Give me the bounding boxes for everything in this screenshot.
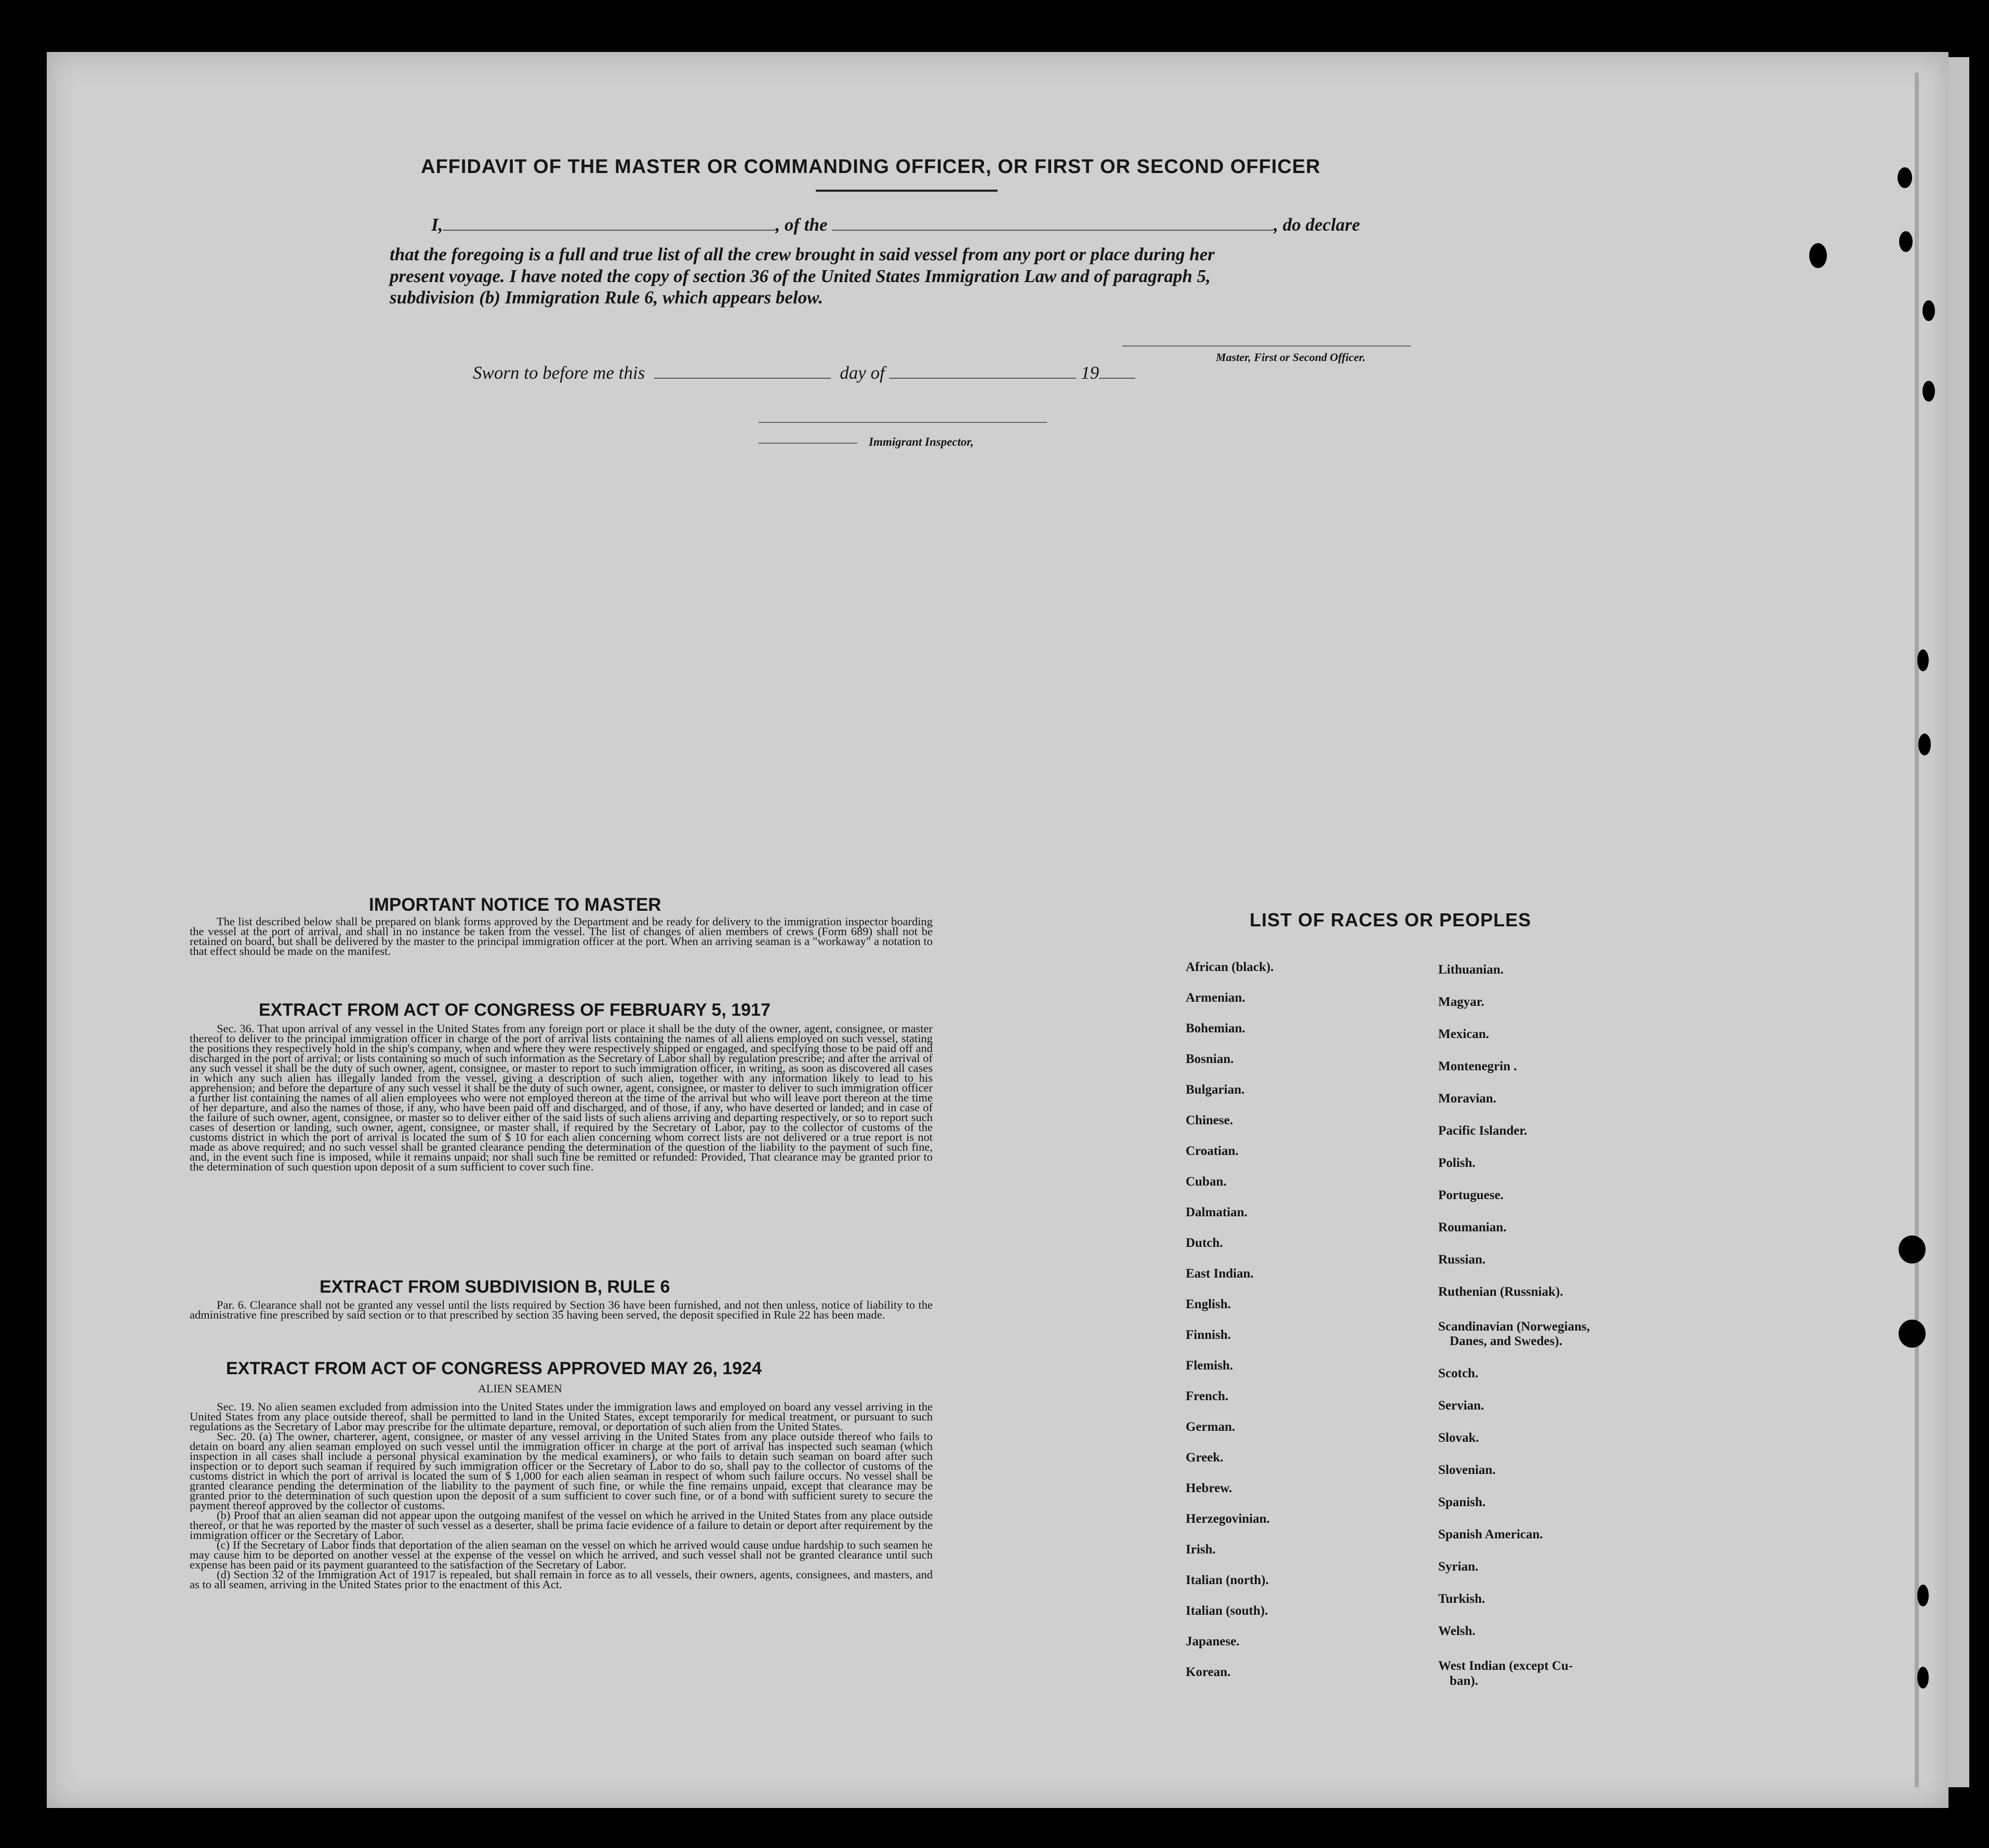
- race-item: Portuguese.: [1438, 1188, 1504, 1202]
- extract-1924-title: EXTRACT FROM ACT OF CONGRESS APPROVED MAY 26, 1924: [226, 1359, 762, 1378]
- race-item: Roumanian.: [1438, 1220, 1507, 1234]
- sworn-day-of: day of: [840, 363, 885, 383]
- binder-hole: [1898, 167, 1912, 188]
- section-20c-paragraph: (c) If the Secretary of Labor finds that deportation of the alien seaman on the vessel on which he arrived would cause undue hardship to such seamen he may cause him to be deported on another vessel at the expense of the vessel on which he arrived, and such vessel shall not be granted clearance until such expense has been paid or its payment guaranteed to the satisfaction of the Secretary of Labor.: [190, 1538, 933, 1571]
- race-item: Spanish American.: [1438, 1527, 1543, 1541]
- race-item: Polish.: [1438, 1156, 1476, 1170]
- race-item: Syrian.: [1438, 1560, 1479, 1574]
- name-blank[interactable]: [443, 229, 775, 231]
- race-item: Moravian.: [1438, 1092, 1496, 1106]
- race-item: Croatian.: [1186, 1144, 1239, 1158]
- race-item: Russian.: [1438, 1253, 1486, 1267]
- race-item: Armenian.: [1186, 991, 1245, 1005]
- binder-hole: [1917, 1667, 1929, 1689]
- sworn-line: [473, 363, 1135, 383]
- section-20d-paragraph: (d) Section 32 of the Immigration Act of 1917 is repealed, but shall remain in force as to all vessels, their owners, agents, consignees, and masters, and as to all seamen, arriving in the United States prior to the enactment of this Act.: [190, 1568, 933, 1591]
- race-item: Bosnian.: [1186, 1052, 1234, 1066]
- notice-body: [190, 916, 933, 956]
- inspector-label: Immigrant Inspector,: [869, 435, 974, 448]
- race-item: Dalmatian.: [1186, 1205, 1248, 1219]
- race-item: Slovenian.: [1438, 1463, 1496, 1477]
- binder-hole: [1899, 1235, 1926, 1264]
- declaration-do-declare: , do declare: [1274, 215, 1360, 235]
- binder-hole: [1899, 1320, 1926, 1348]
- declaration-i: I,: [431, 215, 443, 235]
- race-item: Italian (north).: [1186, 1573, 1269, 1587]
- race-item: Welsh.: [1438, 1624, 1476, 1638]
- race-item: Cuban.: [1186, 1175, 1227, 1189]
- binder-hole: [1918, 734, 1931, 755]
- title-rule: [816, 190, 998, 192]
- race-item-continued: ban).: [1450, 1674, 1478, 1688]
- declaration-line-4: subdivision (b) Immigration Rule 6, which appears below.: [390, 287, 823, 308]
- section-20a-paragraph: Sec. 20. (a) The owner, charterer, agent, consignee, or master of any vessel arriving in the United States from any place outside thereof who fails to detain on board any alien seaman employed on such vessel until the immigration officer in charge at the port of arrival has inspected such seaman (which inspection in all cases shall include a personal physical examination by the medical examiners), or who fails to detain such seaman on board after such inspection or to deport such seaman if required by such immigration officer or the Secretary of Labor to do so, shall pay to the collector of customs of the customs district in which the port of arrival is located the sum of $ 1,000 for each alien seaman in respect of whom such failure occurs. No vessel shall be granted clearance pending the determination of the liability to the payment of such fine, or while the fine remains unpaid, except that clearance may be granted prior to the determination of such question upon the deposit of a sum sufficient to cover such fine, or of a bond with sufficient surety to secure the payment thereof approved by the collector of customs.: [190, 1430, 933, 1512]
- race-item: Irish.: [1186, 1543, 1216, 1557]
- declaration-of-the: , of the: [775, 215, 828, 235]
- section-36-paragraph: Sec. 36. That upon arrival of any vessel in the United States from any foreign port or place it shall be the duty of the owner, agent, consignee, or master thereof to deliver to the principal immigration officer in charge of the port of arrival lists containing the names of all aliens employed on such vessel, stating the positions they respectively hold in the ship's company, when and where they were respectively shipped or engaged, and specifying those to be paid off and discharged in the port of arrival; or lists containing so much of such information as the Secretary of Labor shall by regulation prescribe; and after the arrival of any such vessel it shall be the duty of such owner, agent, consignee, or master to report to such immigration officer, in writing, as soon as discovered all cases in which any such alien has illegally landed from the vessel, giving a description of such alien, together with any information likely to lead to his apprehension; and before the departure of any such vessel it shall be the duty of such owner, agent, consignee, or master to deliver to such immigration officer a further list containing the names of all alien employees who were not employed thereon at the time of the arrival but who will leave port thereon at the time of her departure, and also the names of those, if any, who have been paid off and discharged, and of those, if any, who have deserted or landed; and in case of the failure of such owner, agent, consignee, or master so to deliver either of the said lists of such aliens arriving and departing respectively, or so to report such cases of desertion or landing, such owner, agent, consignee, or master shall, if required by the Secretary of Labor, pay to the collector of customs of the customs district in which the port of arrival is located the sum of $ 10 for each alien concerning whom correct lists are not delivered or a true report is not made as above required; and no such vessel shall be granted clearance pending the determination of the question of the liability to the payment of such fine, and, in the event such fine is imposed, while it remains unpaid; nor shall such fine be remitted or refunded: Provided, That clearance may be granted prior to the determination of such question upon deposit of a sum sufficient to cover such fine.: [190, 1022, 933, 1173]
- vessel-blank[interactable]: [832, 229, 1274, 231]
- race-item: Dutch.: [1186, 1236, 1223, 1250]
- year-blank[interactable]: [1099, 377, 1135, 379]
- day-blank[interactable]: [654, 377, 831, 379]
- race-item: Ruthenian (Russniak).: [1438, 1285, 1563, 1299]
- declaration-line-3: present voyage. I have noted the copy of section 36 of the United States Immigration Law and of paragraph 5,: [390, 266, 1211, 286]
- race-item: Spanish.: [1438, 1495, 1486, 1509]
- sworn-text: Sworn to before me this: [473, 363, 645, 383]
- race-item: Bohemian.: [1186, 1021, 1245, 1035]
- rule6-title: EXTRACT FROM SUBDIVISION B, RULE 6: [320, 1277, 670, 1297]
- rule6-paragraph: Par. 6. Clearance shall not be granted any vessel until the lists required by Section 36 have been furnished, and not then unless, notice of liability to the administrative fine prescribed by said section or to that prescribed by section 35 having been served, the deposit specified in Rule 22 has been made.: [190, 1298, 933, 1321]
- race-item: Scotch.: [1438, 1366, 1479, 1380]
- race-item: Chinese.: [1186, 1113, 1233, 1127]
- affidavit-title: AFFIDAVIT OF THE MASTER OR COMMANDING OFFICER, OR FIRST OR SECOND OFFICER: [421, 156, 1321, 178]
- race-item: West Indian (except Cu-: [1438, 1659, 1573, 1673]
- page-edge: [1915, 73, 1919, 1787]
- race-item: French.: [1186, 1389, 1229, 1403]
- race-item: Korean.: [1186, 1665, 1231, 1679]
- race-item: Finnish.: [1186, 1328, 1231, 1342]
- master-signature-line[interactable]: [1122, 345, 1411, 347]
- binder-hole: [1809, 243, 1827, 268]
- alien-seamen-subtitle: ALIEN SEAMEN: [478, 1382, 562, 1395]
- binder-hole: [1922, 300, 1935, 321]
- declaration-line-2: that the foregoing is a full and true list of all the crew brought in said vessel from any port or place during her: [390, 244, 1215, 264]
- race-item: Italian (south).: [1186, 1604, 1268, 1618]
- race-item: African (black).: [1186, 960, 1274, 974]
- race-item: Scandinavian (Norwegians,: [1438, 1320, 1590, 1334]
- race-item: Lithuanian.: [1438, 963, 1504, 977]
- race-item: Flemish.: [1186, 1359, 1233, 1373]
- notice-paragraph: The list described below shall be prepared on blank forms approved by the Department and be ready for delivery to the immigration inspector boarding the vessel at the port of arrival, and shall in no instance be taken from the vessel. The list of changes of alien members of crews (Form 689) shall not be retained on board, but shall be delivered by the master to the principal immigration officer at the port. When an arriving seaman is a "workaway" a notation to that effect should be made on the manifest.: [190, 915, 933, 958]
- extract-1917-title: EXTRACT FROM ACT OF CONGRESS OF FEBRUARY 5, 1917: [259, 1000, 771, 1020]
- race-item: Herzegovinian.: [1186, 1512, 1270, 1526]
- race-item: German.: [1186, 1420, 1236, 1434]
- master-signature-label: Master, First or Second Officer.: [1216, 351, 1366, 364]
- binder-hole: [1917, 649, 1929, 671]
- rule6-body: [190, 1300, 933, 1320]
- declaration-line-1: [390, 215, 1413, 235]
- race-item: Pacific Islander.: [1438, 1124, 1528, 1138]
- section-20b-paragraph: (b) Proof that an alien seaman did not appear upon the outgoing manifest of the vessel on which he arrived in the United States from any place outside thereof, or that he was reported by the master of such vessel as a deserter, shall be prima facie evidence of a failure to detain or deport after requirement by the immigration officer or the Secretary of Labor.: [190, 1509, 933, 1541]
- inspector-signature-line[interactable]: [759, 422, 1047, 423]
- binder-hole: [1899, 231, 1913, 252]
- race-item: Turkish.: [1438, 1592, 1486, 1606]
- extract-1924-body: [190, 1402, 933, 1589]
- race-item: East Indian.: [1186, 1267, 1254, 1281]
- sworn-year-prefix: 19: [1081, 363, 1099, 383]
- month-blank[interactable]: [889, 377, 1076, 379]
- race-item: English.: [1186, 1297, 1231, 1311]
- races-title: LIST OF RACES OR PEOPLES: [1250, 909, 1532, 930]
- race-item: Mexican.: [1438, 1027, 1489, 1041]
- race-item: Japanese.: [1186, 1634, 1240, 1648]
- binder-hole: [1922, 381, 1935, 402]
- extract-1917-body: [190, 1023, 933, 1172]
- binder-hole: [1917, 1585, 1929, 1606]
- race-item-continued: Danes, and Swedes).: [1450, 1334, 1562, 1348]
- race-item: Montenegrin .: [1438, 1059, 1517, 1073]
- race-item: Servian.: [1438, 1399, 1484, 1413]
- race-item: Slovak.: [1438, 1431, 1479, 1445]
- race-item: Greek.: [1186, 1451, 1224, 1465]
- notice-title: IMPORTANT NOTICE TO MASTER: [369, 895, 661, 915]
- race-item: Hebrew.: [1186, 1481, 1232, 1495]
- inspector-lead-line: [759, 443, 857, 444]
- race-item: Bulgarian.: [1186, 1083, 1245, 1097]
- section-19-paragraph: Sec. 19. No alien seamen excluded from admission into the United States under the immigration laws and employed on board any vessel arriving in the United States from any place outside thereof, shall be permitted to land in the United States, except temporarily for medical treatment, or pursuant to such regulations as the Secretary of Labor may prescribe for the ultimate departure, removal, or deportation of such alien from the United States.: [190, 1400, 933, 1433]
- race-item: Magyar.: [1438, 995, 1484, 1009]
